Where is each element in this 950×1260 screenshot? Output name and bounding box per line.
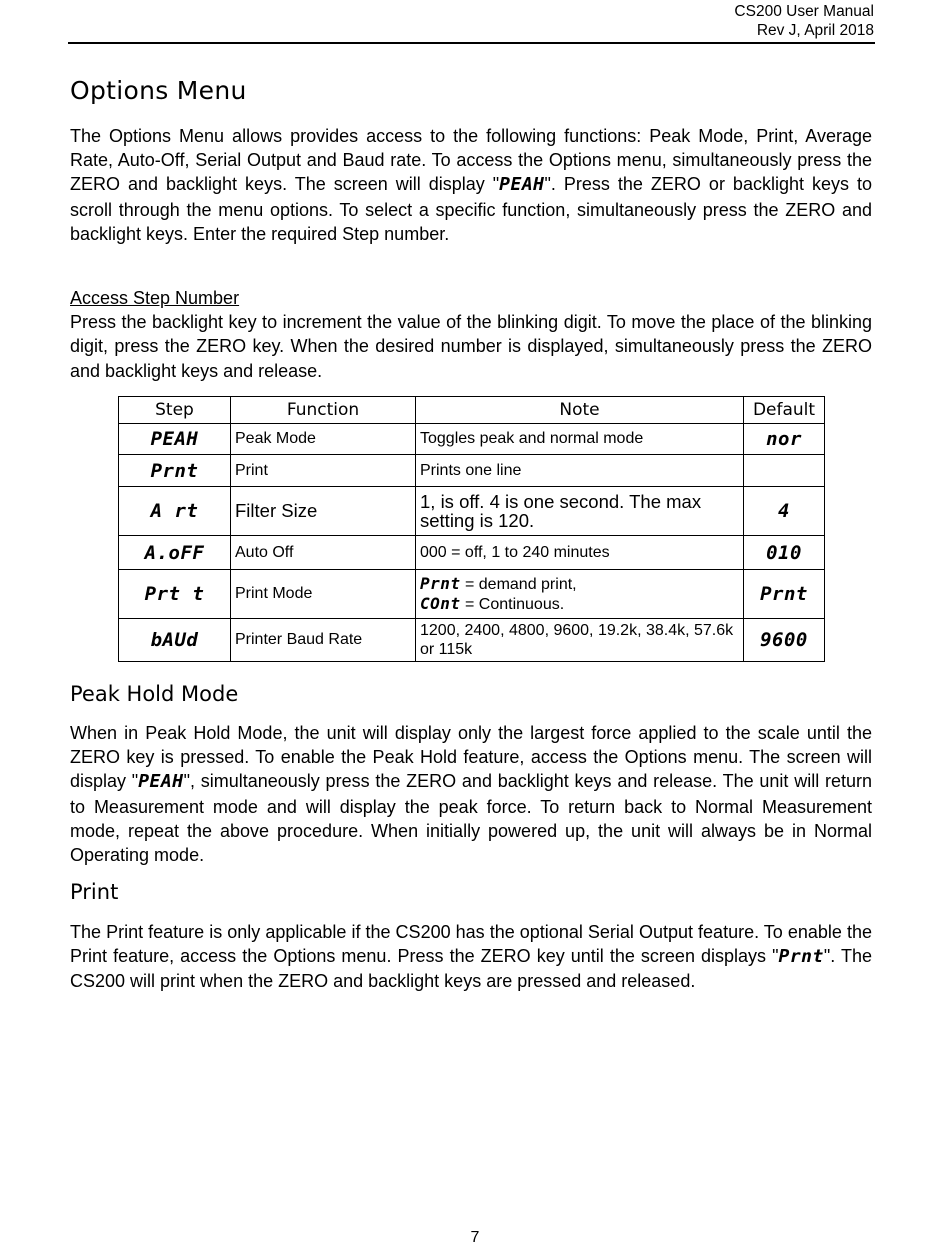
note-text: 000 = off, 1 to 240 minutes: [416, 536, 744, 570]
header-step: Step: [119, 397, 231, 424]
peak-hold-text: [70, 721, 872, 867]
note-text: Toggles peak and normal mode: [416, 424, 744, 455]
options-menu-intro: [70, 124, 872, 246]
page-header: [68, 2, 874, 40]
peak-hold-heading: Peak Hold Mode: [70, 682, 239, 706]
note-text: 1, is off. 4 is one second. The max setting is 120.: [416, 487, 744, 536]
function-name: Print Mode: [231, 570, 416, 619]
note-continuous: = Continuous.: [460, 596, 565, 613]
table-row: [119, 619, 825, 662]
access-step-heading: Access Step Number: [70, 288, 240, 308]
header-default: Default: [744, 397, 825, 424]
note-text: 1200, 2400, 4800, 9600, 19.2k, 38.4k, 57.6k or 115k: [416, 619, 744, 662]
default-value: 4: [744, 487, 825, 536]
function-name: Print: [231, 455, 416, 487]
note-text: Prints one line: [416, 455, 744, 487]
table-row: [119, 570, 825, 619]
header-revision: Rev J, April 2018: [756, 22, 874, 39]
peak-hold-text-start: When in Peak Hold Mode, the unit will display only the largest force applied to the scale until the ZERO key is pressed. To enable the Peak Hold feature, access the Options menu. The screen will display ": [70, 723, 872, 792]
print-heading: Print: [70, 880, 119, 904]
function-name: Printer Baud Rate: [231, 619, 416, 662]
lcd-code-print: Prnt: [420, 574, 461, 593]
page-number: 7: [470, 1229, 480, 1246]
default-value: 010: [744, 536, 825, 570]
table-row: [119, 424, 825, 455]
default-value: nor: [744, 424, 825, 455]
default-value: [744, 455, 825, 487]
default-value: Prnt: [744, 570, 825, 619]
step-code: Prt t: [119, 570, 231, 619]
step-code: A.oFF: [119, 536, 231, 570]
print-text-start: The Print feature is only applicable if the CS200 has the optional Serial Output feature. To enable the Print feature, access the Options menu. Press the ZERO key until the screen displays ": [70, 922, 872, 967]
header-divider: [68, 42, 875, 44]
step-code: PEAH: [119, 424, 231, 455]
table-row: [119, 487, 825, 536]
peak-hold-text-end: ", simultaneously press the ZERO and backlight keys and release. The unit will return to Measurement mode and will display the peak force. To return back to Normal Measurement mode, repeat the above procedure. When initially powered up, the unit will always be in Normal Operating mode.: [70, 771, 873, 866]
print-text: [70, 920, 872, 994]
step-code: A rt: [119, 487, 231, 536]
intro-text-end: ". Press the ZERO or backlight keys to scroll through the menu options. To select a specific function, simultaneously press the ZERO and backlight keys. Enter the required Step number.: [70, 174, 872, 244]
options-menu-heading: Options Menu: [70, 76, 247, 105]
lcd-code-peak: PEAH: [499, 174, 545, 196]
function-name: Filter Size: [231, 487, 416, 536]
header-manual-title: CS200 User Manual: [734, 3, 874, 20]
access-step-section: [70, 286, 872, 383]
print-text-end: ". The CS200 will print when the ZERO and backlight keys are pressed and released.: [70, 946, 872, 992]
function-name: Auto Off: [231, 536, 416, 570]
access-step-text: Press the backlight key to increment the value of the blinking digit. To move the place of the blinking digit, press the ZERO key. When the desired number is displayed, simultaneously press the ZERO and backlight keys and release.: [70, 312, 872, 381]
note-text: [416, 570, 744, 619]
table-row: [119, 536, 825, 570]
lcd-code-continuous: COnt: [420, 594, 461, 613]
header-function: Function: [231, 397, 416, 424]
default-value: 9600: [744, 619, 825, 662]
lcd-code-print: Prnt: [778, 946, 824, 968]
lcd-code-peak: PEAH: [138, 771, 184, 793]
options-step-table: [118, 396, 825, 662]
note-demand-print: = demand print,: [460, 576, 577, 593]
function-name: Peak Mode: [231, 424, 416, 455]
step-code: bAUd: [119, 619, 231, 662]
intro-text-start: The Options Menu allows provides access to the following functions: Peak Mode, Print, Average Rate, Auto-Off, Serial Output and Baud rate. To access the Options menu, simultaneously press the ZERO and backlight keys. The screen will display ": [70, 126, 872, 195]
table-row: [119, 455, 825, 487]
header-note: Note: [416, 397, 744, 424]
table-header-row: [119, 397, 825, 424]
step-code: Prnt: [119, 455, 231, 487]
